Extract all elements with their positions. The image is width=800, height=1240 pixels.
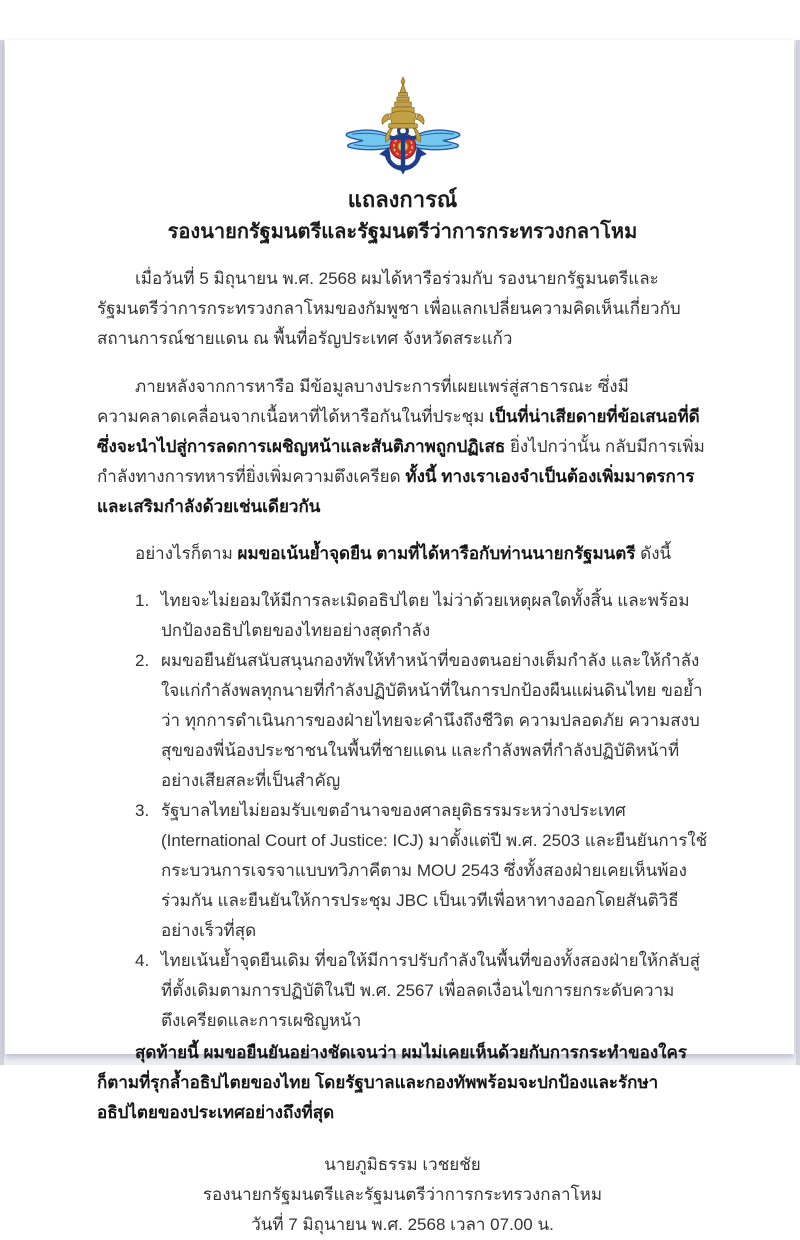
list-item [97, 796, 708, 946]
signature-block [97, 1150, 708, 1240]
list-item [97, 586, 708, 646]
closing-paragraph: สุดท้ายนี้ ผมขอยืนยันอย่างชัดเจนว่า ผมไม่เคยเห็นด้วยกับการกระทำของใครก็ตามที่รุกล้ำอธิปไตยของไทย โดยรัฐบาลและกองทัพพร้อมจะปกป้องและรักษาอธิปไตยของประเทศอย่างถึงที่สุด [97, 1043, 687, 1122]
signature-datetime: วันที่ 7 มิถุนายน พ.ศ. 2568 เวลา 07.00 น. [251, 1215, 554, 1234]
signature-name: นายภูมิธรรม เวชยชัย [324, 1155, 481, 1174]
list-item-text: ไทยเน้นย้ำจุดยืนเดิม ที่ขอให้มีการปรับกำลังในพื้นที่ของทั้งสองฝ่ายให้กลับสู่ที่ตั้งเดิมตามการปฏิบัติในปี พ.ศ. 2567 เพื่อลดเงื่อนไขการยกระดับความตึงเครียดและการเผชิญหน้า [161, 951, 700, 1030]
photo-backdrop [0, 40, 800, 1234]
document-subtitle: รองนายกรัฐมนตรีและรัฐมนตรีว่าการกระทรวงกลาโหม [167, 221, 638, 243]
list-item-text: ผมขอยืนยันสนับสนุนกองทัพให้ทำหน้าที่ของตนอย่างเต็มกำลัง และให้กำลังใจแก่กำลังพลทุกนายที่กำลังปฏิบัติหน้าที่ในการปกป้องผืนแผ่นดินไทย ขอย้ำว่า ทุกการดำเนินการของฝ่ายไทยจะคำนึงถึงชีวิต ความปลอดภัย ความสงบสุขของพี่น้องประชาชนในพื้นที่ชายแดน และกำลังพลที่กำลังปฏิบัติหน้าที่อย่างเสียสละที่เป็นสำคัญ [161, 651, 703, 790]
list-item-text: รัฐบาลไทยไม่ยอมรับเขตอำนาจของศาลยุติธรรมระหว่างประเทศ (International Court of Justice: ICJ) มาตั้งแต่ปี พ.ศ. 2503 และยืนยันการใช้กระบวนการเจรจาแบบทวิภาคีตาม MOU 2543 ซึ่งทั้งสองฝ่ายเคยเห็นพ้องร่วมกัน และยืนยันให้การประชุม JBC เป็นเวทีเพื่อหาทางออกโดยสันติวิธีอย่างเร็วที่สุด [161, 801, 708, 940]
list-item-text: ไทยจะไม่ยอมให้มีการละเมิดอธิปไตย ไม่ว่าด้วยเหตุผลใดทั้งสิ้น และพร้อมปกป้องอธิปไตยของไทยอย่างสุดกำลัง [161, 591, 690, 640]
photo-right-edge [796, 40, 800, 1065]
list-item-number: 1. [135, 591, 150, 610]
list-item [97, 646, 708, 796]
document-title: แถลงการณ์ [347, 187, 458, 212]
ministry-of-defence-emblem [342, 76, 464, 178]
list-item-number: 4. [135, 951, 150, 970]
list-item-number: 2. [135, 651, 150, 670]
photo-left-edge [0, 40, 4, 1065]
paragraph-aftermath: ภายหลังจากการหารือ มีข้อมูลบางประการที่เผยแพร่สู่สาธารณะ ซึ่งมีความคลาดเคลื่อนจากเนื้อหาที่ได้หารือกันในที่ประชุม เป็นที่น่าเสียดายที่ข้อเสนอที่ดี ซึ่งจะนำไปสู่การลดการเผชิญหน้าและสันติภาพถูกปฏิเสธ ยิ่งไปกว่านั้น กลับมีการเพิ่มกำลังทางการทหารที่ยิ่งเพิ่มความตึงเครียด ทั้งนี้ ทางเราเองจำเป็นต้องเพิ่มมาตรการและเสริมกำลังด้วยเช่นเดียวกัน [97, 377, 705, 516]
paragraph-lead-in: อย่างไรก็ตาม ผมขอเน้นย้ำจุดยืน ตามที่ได้หารือกับท่านนายกรัฐมนตรี ดังนี้ [135, 544, 672, 563]
position-points-list [97, 586, 708, 1036]
document-paper [5, 40, 794, 1234]
list-item [97, 946, 708, 1036]
signature-position: รองนายกรัฐมนตรีและรัฐมนตรีว่าการกระทรวงกลาโหม [202, 1185, 603, 1204]
list-item-number: 3. [135, 801, 150, 820]
paragraph-meeting: เมื่อวันที่ 5 มิถุนายน พ.ศ. 2568 ผมได้หารือร่วมกับ รองนายกรัฐมนตรีและรัฐมนตรีว่าการกระทรวงกลาโหมของกัมพูชา เพื่อแลกเปลี่ยนความคิดเห็นเกี่ยวกับสถานการณ์ชายแดน ณ พื้นที่อรัญประเทศ จังหวัดสระแก้ว [97, 269, 681, 348]
crown-icon [381, 77, 423, 142]
